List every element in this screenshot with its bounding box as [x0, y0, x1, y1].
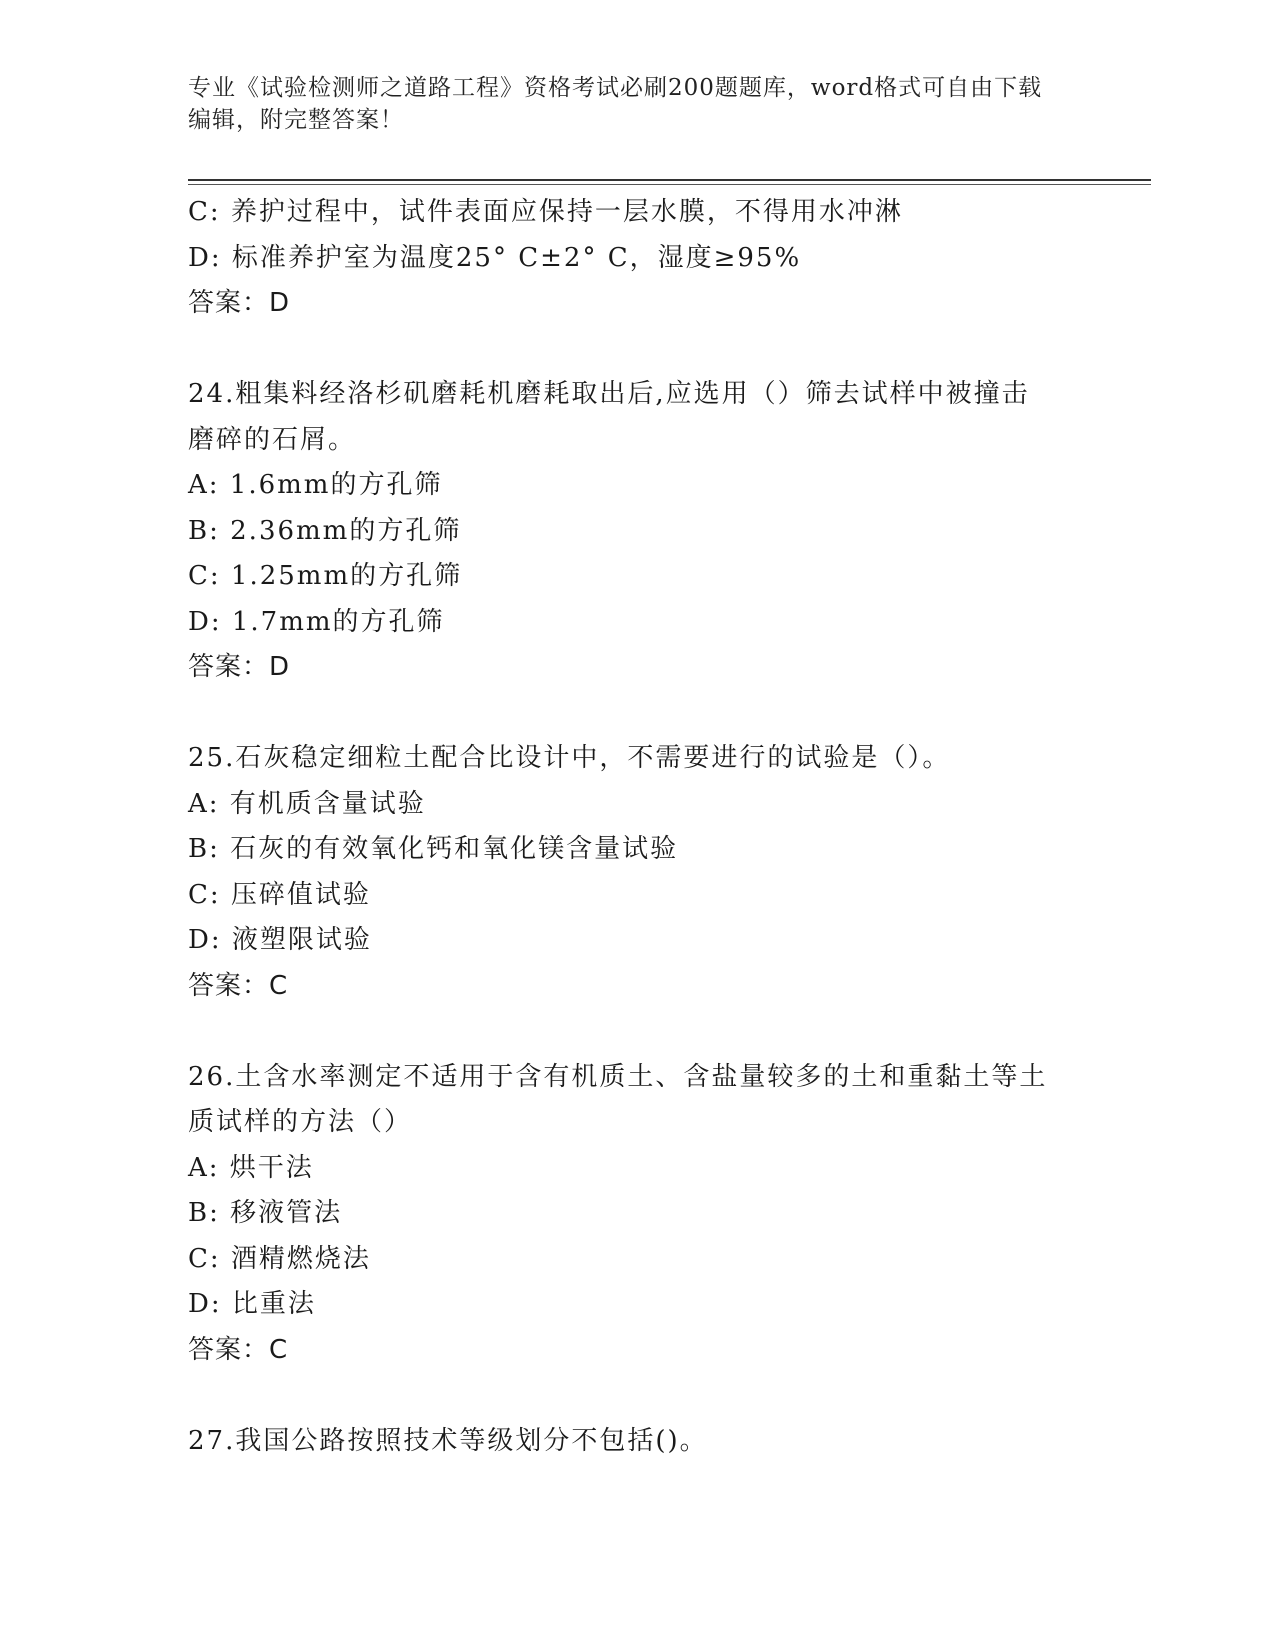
- option-a: A: 有机质含量试验: [188, 788, 426, 819]
- question-26: [188, 1055, 1088, 1374]
- option-c: C: 养护过程中，试件表面应保持一层水膜，不得用水冲淋: [188, 197, 903, 227]
- spacer: [188, 691, 1088, 737]
- option-c: C: 压碎值试验: [188, 879, 371, 910]
- question-list: [188, 190, 1088, 1464]
- option-a: A: 1.6mm的方孔筛: [188, 470, 443, 500]
- question-stem: 24.粗集料经洛杉矶磨耗机磨耗取出后,应选用（）筛去试样中被撞击: [188, 379, 1030, 409]
- answer: 答案：C: [188, 1334, 289, 1365]
- answer: 答案：D: [188, 652, 291, 682]
- spacer: [188, 327, 1088, 373]
- option-c: C: 1.25mm的方孔筛: [188, 561, 463, 591]
- question-25: [188, 736, 1088, 1009]
- question-stem: 质试样的方法（）: [188, 1107, 413, 1137]
- option-b: B: 石灰的有效氧化钙和氧化镁含量试验: [188, 834, 679, 864]
- option-d: D: 1.7mm的方孔筛: [188, 606, 445, 637]
- header-divider-thick: [188, 179, 1151, 181]
- option-b: B: 移液管法: [188, 1198, 343, 1228]
- question-24: [188, 372, 1088, 691]
- question-stem: 磨碎的石屑。: [188, 424, 357, 455]
- answer: 答案：D: [188, 288, 291, 318]
- header-line-1: 专业《试验检测师之道路工程》资格考试必刷200题题库，word格式可自由下载: [188, 75, 1043, 101]
- header-divider-thin: [188, 184, 1151, 185]
- question-stem: 26.土含水率测定不适用于含有机质土、含盐量较多的土和重黏土等土: [188, 1061, 1048, 1092]
- option-d: D: 标准养护室为温度25° C±2° C，湿度≥95%: [188, 242, 802, 273]
- question-stem: 27.我国公路按照技术等级划分不包括()。: [188, 1425, 708, 1456]
- option-d: D: 液塑限试验: [188, 925, 372, 955]
- spacer: [188, 1009, 1088, 1055]
- option-d: D: 比重法: [188, 1289, 316, 1319]
- answer: 答案：C: [188, 970, 289, 1001]
- question-23-continued: [188, 190, 1088, 327]
- document-header: [188, 72, 1088, 136]
- question-27: [188, 1419, 1088, 1465]
- question-stem: 25.石灰稳定细粒土配合比设计中，不需要进行的试验是（）。: [188, 743, 951, 773]
- spacer: [188, 1373, 1088, 1419]
- header-line-2: 编辑，附完整答案！: [188, 107, 404, 133]
- option-b: B: 2.36mm的方孔筛: [188, 515, 462, 546]
- option-c: C: 酒精燃烧法: [188, 1243, 371, 1274]
- option-a: A: 烘干法: [188, 1152, 314, 1183]
